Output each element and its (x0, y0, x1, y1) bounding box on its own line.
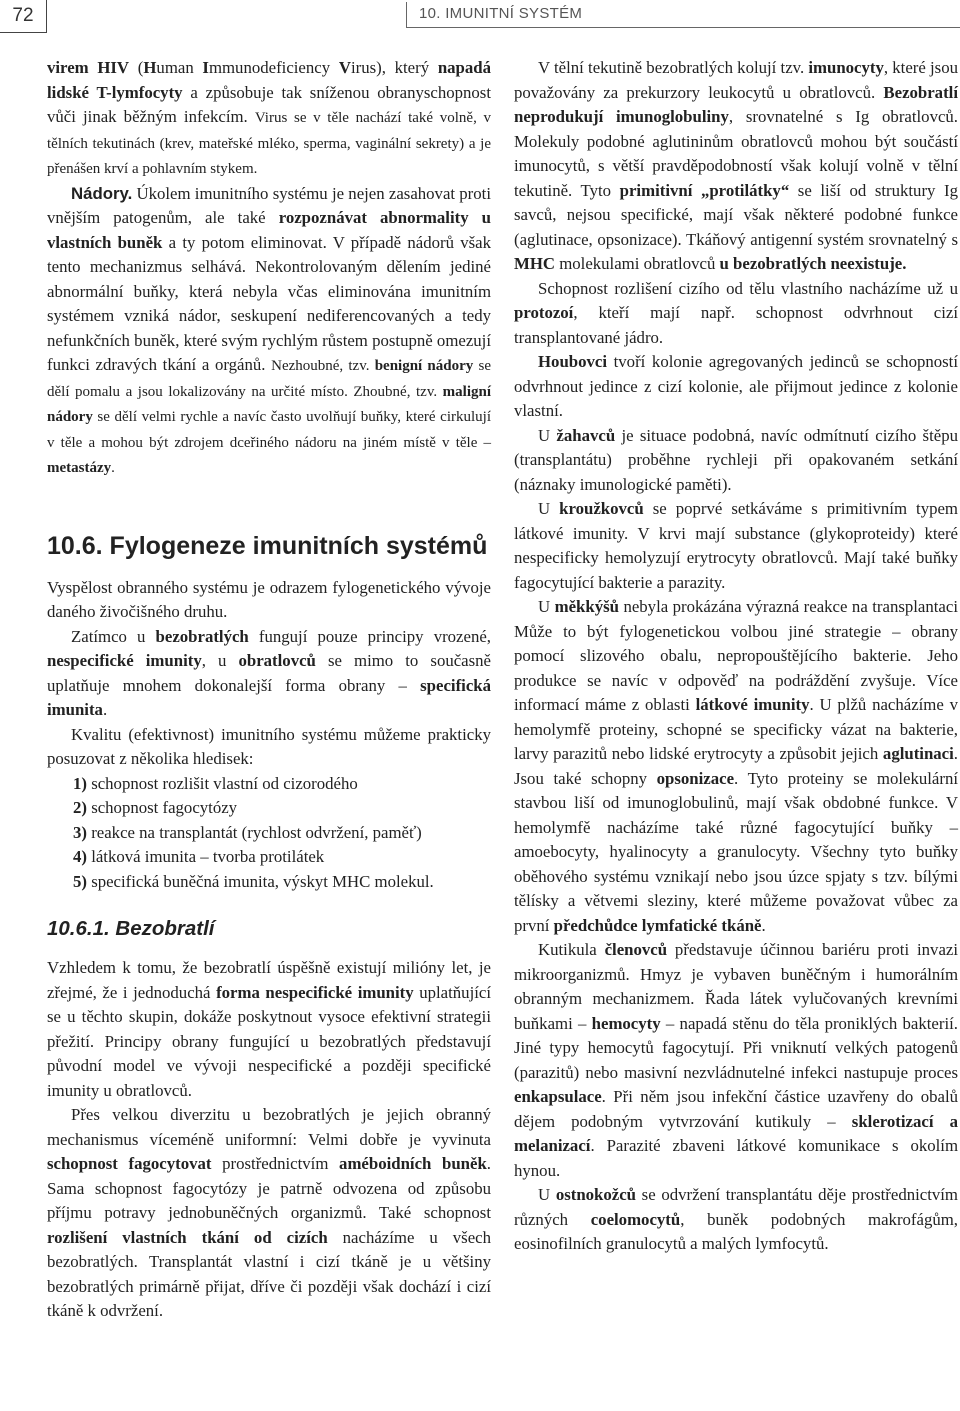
paragraph-echinoderms: U ostnokožců se odvržení transplantátu děje prostřednictvím různých coelomocytů, buněk podobných makrofágům, eosinofilních granulocytů a malých lymfocytů. (514, 1185, 958, 1253)
page-number: 72 (0, 0, 47, 33)
paragraph-annelids: U kroužkovců se poprvé setkáváme s primitivním typem látkové imunity. V krvi mají substance (glykoproteidy) které nespecificky hemolyzují erytrocyty obratlovců. Mají také buňky fagocytující bakterie a parazity. (514, 499, 958, 592)
list-item: 3) reakce na transplantát (rychlost odvržení, paměť) (73, 822, 422, 842)
paragraph-invertebrates: Vzhledem k tomu, že bezobratlí úspěšně existují milióny let, je zřejmé, že i jednoduchá forma nespecifické imunity uplatňující se u těchto skupin, dokáže poskytnout vysoce efektivní strategii přežití. Principy obrany fungující u bezobratlých představují původní model ve vývoji nespecifické a později specifické imunity u obratlovců. (47, 958, 492, 1100)
section-heading: 10.6. Fylogeneze imunitních systémů (47, 531, 488, 560)
paragraph-hiv: virem HIV (Human Immunodeficiency Virus), který napadá lidské T-lymfocyty a způsobuje tak sníženou obranyschopnost vůči jinak běžným infekcím. Virus se v těle nachází také volně, v tělních tekutinách (krev, mateřské mléko, sperma, vaginální sekrety) a je přenášen krví a pohlavním stykem. (47, 58, 491, 177)
criteria-list (47, 772, 491, 895)
paragraph-intro: Vyspělost obranného systému je odrazem fylogenetického vývoje daného živočišného druhu. (47, 577, 491, 621)
page-header (0, 0, 960, 34)
chapter-title: 10. IMUNITNÍ SYSTÉM (406, 2, 960, 28)
paragraph-cnidarians: U žahavců je situace podobná, navíc odmítnutí cizího štěpu (transplantátu) proběhne rychleji při opakovaném setkání (náznaky imunologické paměti). (514, 425, 958, 494)
paragraph-diversity: Přes velkou diverzitu u bezobratlých je jejich obranný mechanismus víceméně uniformní: Velmi dobře je vyvinuta schopnost fagocytovat prostřednictvím améboidních buněk. Sama schopnost fagocytózy je patrně odvozena od způsobu příjmu potravy jednobuněčných organizmů. Také schopnost rozlišení vlastních tkání od cizích nacházíme u všech bezobratlých. Transplantát vlastní i cizí tkáně je u většiny bezobratlých primárně přijat, dříve či později však dochází i cizí tkáně k odvržení. (47, 1105, 491, 1320)
paragraph-immunity-types: Zatímco u bezobratlých fungují pouze principy vrozené, nespecifické imunity, u obratlovců se mimo to současně uplatňuje mnohem dokonalejší forma obrany – specifická imunita. (47, 626, 491, 719)
subsection-heading: 10.6.1. Bezobratlí (47, 917, 215, 940)
list-item: 4) látková imunita – tvorba protilátek (73, 847, 325, 866)
paragraph-tumors: Nádory. Úkolem imunitního systému je nejen zasahovat proti vnějším patogenům, ale také rozpoznávat abnormality u vlastních buněk a ty potom eliminovat. V případě nádorů však tento mechanizmus selhává. Nekontrolovaným dělením jediné abnormální buňky, která nebyla včas eliminována imunitním systémem vzniká nádor, seskupení nediferencovaných a tedy nefunkčních buněk, které svým rychlým růstem postupně omezují funkci zdravých tkání a orgánů. Nezhoubné, tzv. benigní nádory se dělí pomalu a jsou lokalizovány na určité místo. Zhoubné, tzv. maligní nádory se dělí velmi rychle a navíc často uvolňují buňky, které cirkulují v těle a mohou být zdrojem dceřiného nádoru na jiném místě v těle – metastázy. (47, 183, 491, 476)
paragraph-molluscs: U měkkýšů nebyla prokázána výrazná reakce na transplantaci Může to být fylogenetickou volbou jiné strategie – obrany pomocí slizového obalu, nepropouštějícího bakterie. Jeho produkce se navíc v odpověď na podráždění zvyšuje. Více informací máme z oblasti látkové imunity. U plžů nacházíme v hemolymfě proteiny, schopné se specificky vázat na bakterie, larvy parazitů nebo lidské erytrocyty a způsobit jejich aglutinaci. Jsou také schopny opsonizace. Tyto proteiny se molekulární stavbou liší od imunoglobulinů, mají však obdobné funkce. V hemolymfě nacházíme také různé fagocytující buňky – amoebocyty, hyalinocyty a granulocyty. Všechny tyto buňky oběhového systému vznikají nebo jsou úzce spjaty s tzv. bílými tělísky a větvemi sleziny, které můžeme považovat vůbec za první předchůdce lymfatické tkáně. (514, 597, 959, 935)
paragraph-protozoa: Schopnost rozlišení cizího od tělu vlastního nacházíme už u protozoí, kteří mají např. schopnost odvrhnout cizí transplantované jádro. (514, 278, 958, 347)
right-column (514, 56, 958, 1257)
paragraph-quality: Kvalitu (efektivnost) imunitního systému můžeme prakticky posuzovat z několika hledisek: (47, 724, 491, 768)
paragraph-arthropods: Kutikula členovců představuje účinnou bariéru proti invazi mikroorganizmů. Hmyz je vybaven buněčným i humorálním obranným mechanizmem. Řada látek vylučovaných krevními buňkami – hemocyty – napadá stěnu do těla proniklých bakterií. Jiné typy hemocytů fagocytují. Při vniknutí velkých patogenů (parazitů) nebo masivní nezvládnutelné infekci nastupuje proces enkapsulace. Při něm jsou infekční částice uzavřeny do obalů dějem podobným vytvrzování kutikuly – sklerotizací a melanizací. Parazité zbaveni látkové komunikace s okolím hynou. (514, 940, 959, 1180)
list-item: 2) schopnost fagocytózy (73, 798, 238, 817)
paragraph-sponges: Houbovci tvoří kolonie agregovaných jedinců se schopností odvrhnout jedince z cizí kolonie, ale přijmout jedince z kolonie vlastní. (514, 352, 958, 420)
left-column (47, 56, 491, 1324)
paragraph-immunocytes: V tělní tekutině bezobratlých kolují tzv. imunocyty, které jsou považovány za prekurzory leukocytů u obratlovců. Bezobratlí neprodukují imunoglobuliny, srovnatelné s Ig obratlovců. Molekuly podobné aglutininům obratlovců mohou být součástí imunocytů, s větší pravděpodobností však kolují volně v tělní tekutině. Tyto primitivní „protilátky“ se liší od struktury Ig savců, nejsou specifické, mají však některé podobné funkce (aglutinace, opsonizace). Tkáňový antigenní systém srovnatelný s MHC molekulami obratlovců u bezobratlých neexistuje. (514, 58, 958, 273)
list-item: 5) specifická buněčná imunita, výskyt MHC molekul. (73, 871, 434, 891)
list-item: 1) schopnost rozlišit vlastní od cizorodého (73, 773, 358, 793)
